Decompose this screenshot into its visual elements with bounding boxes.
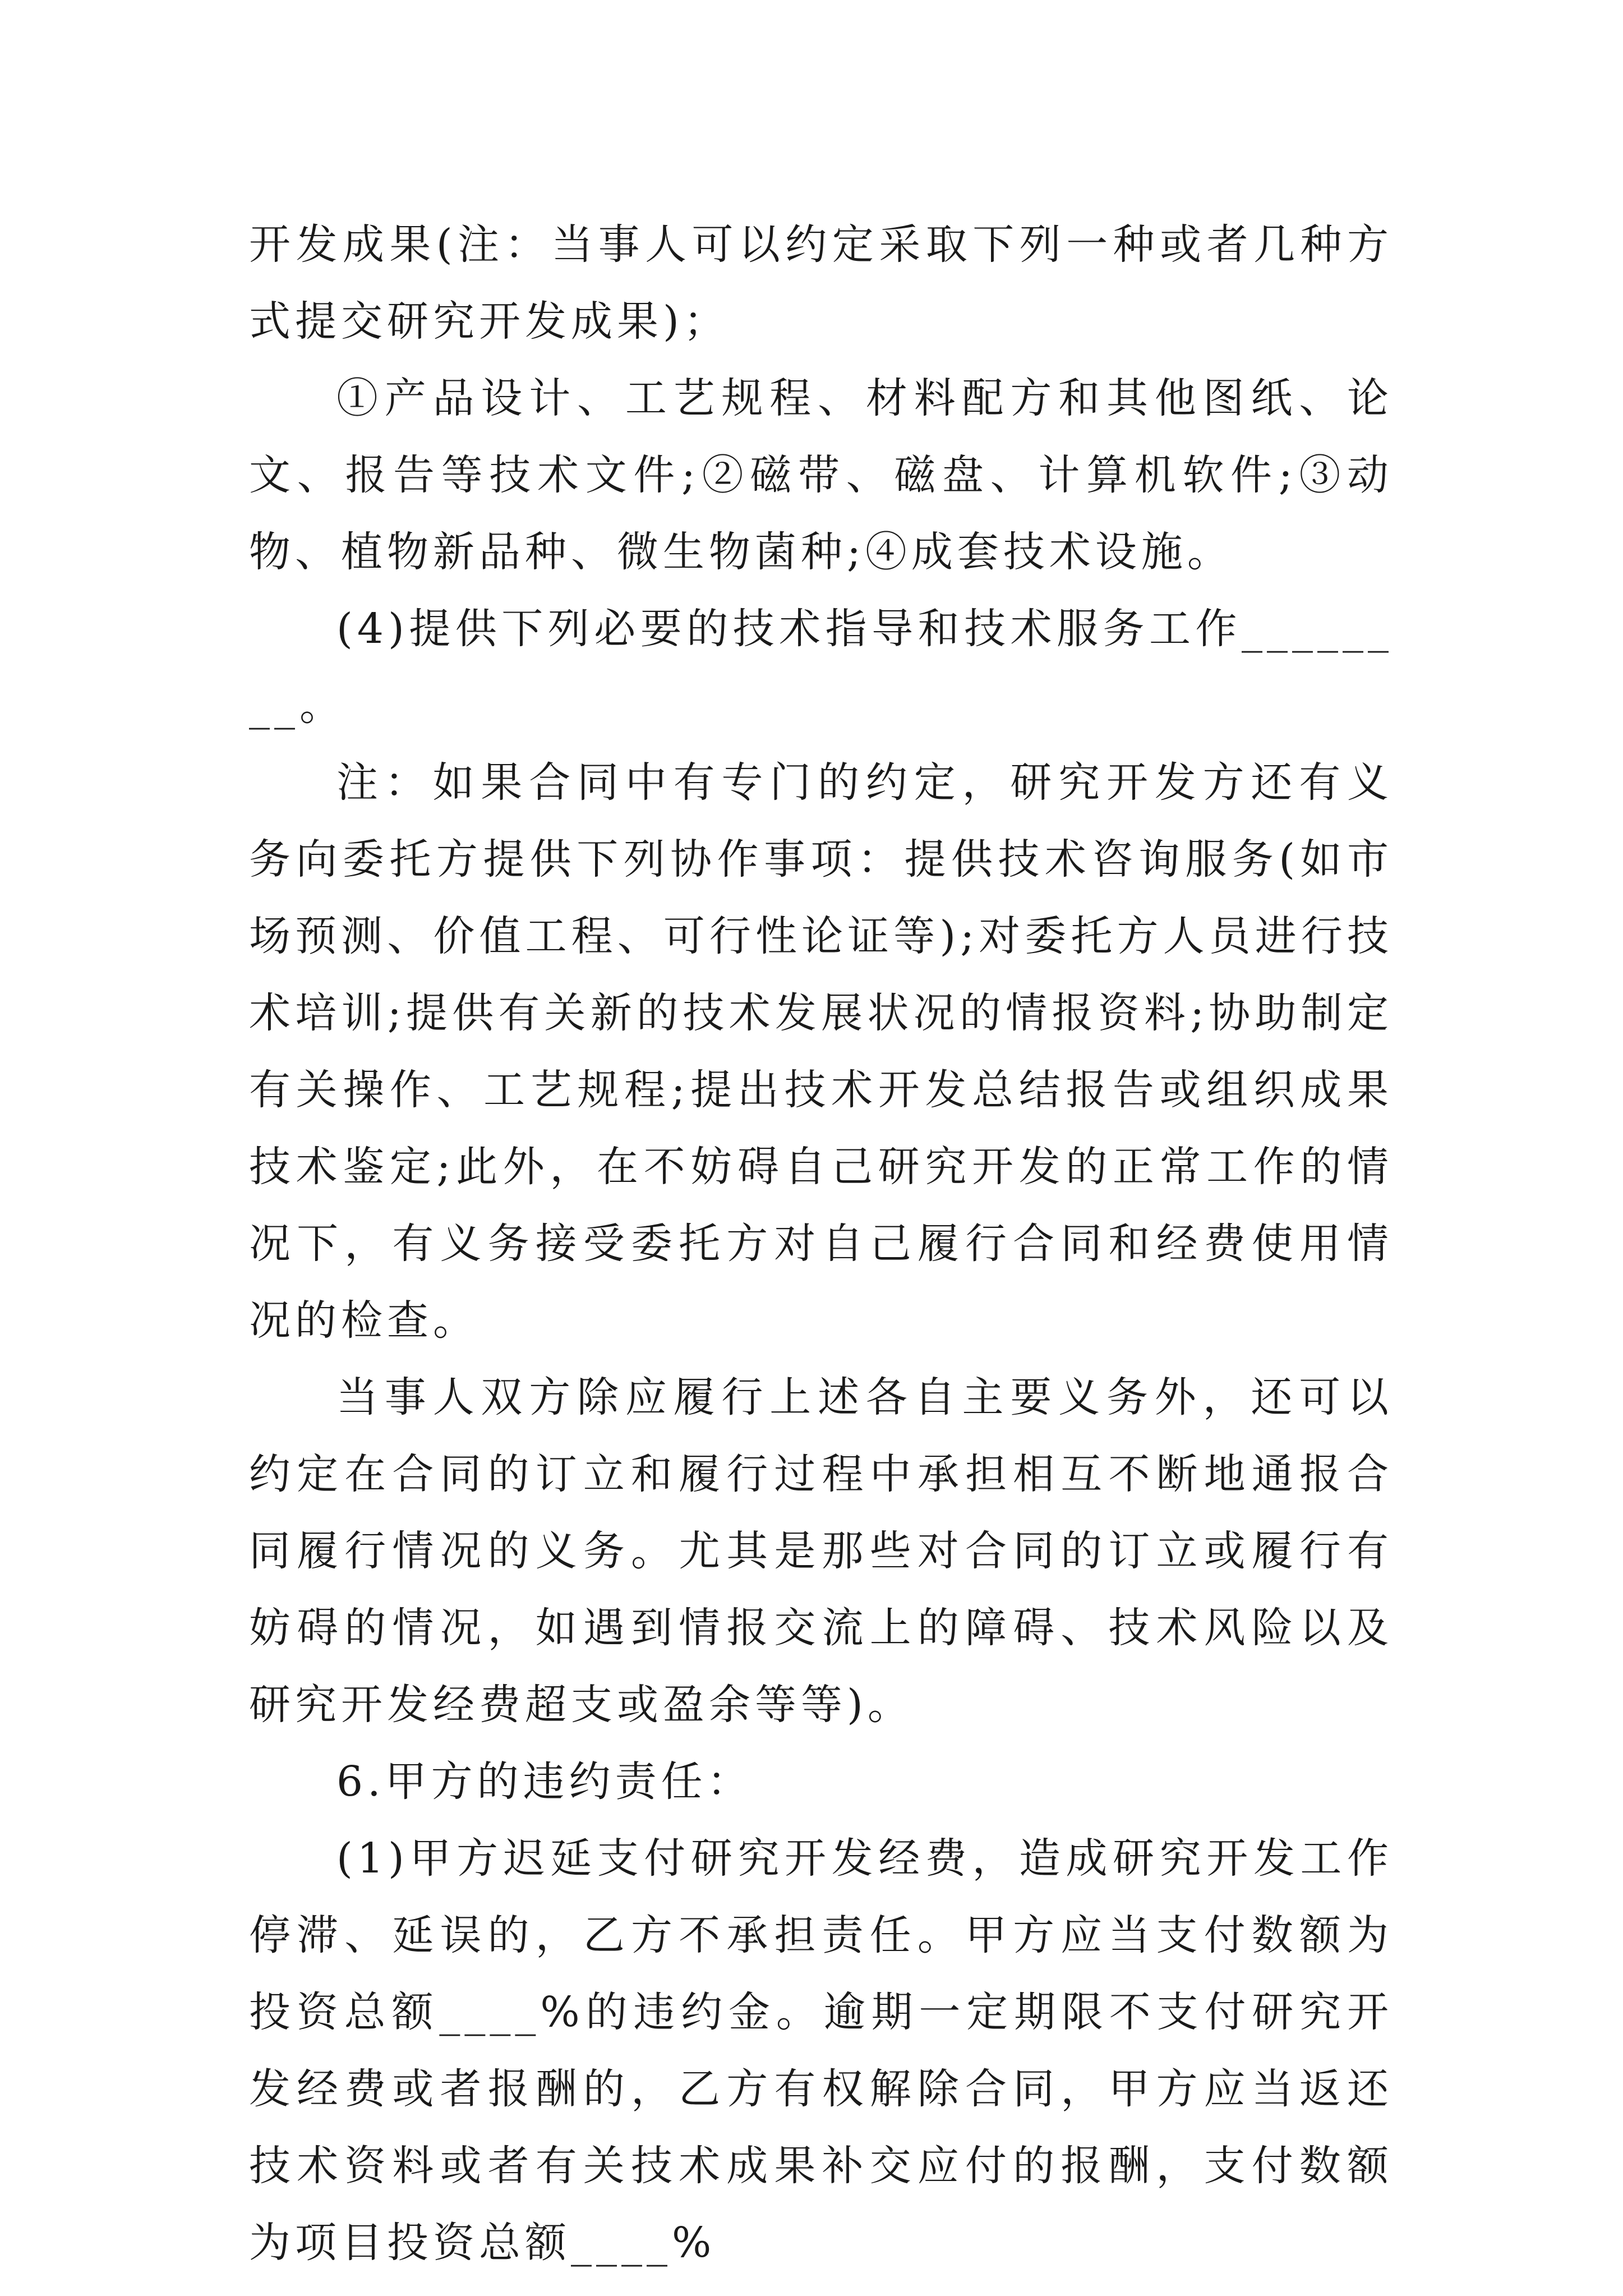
document-body: [249, 206, 1393, 2281]
paragraph-1: 开发成果(注：当事人可以约定采取下列一种或者几种方式提交研究开发成果)；: [249, 220, 1393, 346]
paragraph-3: (4)提供下列必要的技术指导和技术服务工作________。: [249, 605, 1393, 730]
paragraph-6: 6.甲方的违约责任：: [336, 1757, 753, 1806]
paragraph-2: ①产品设计、工艺规程、材料配方和其他图纸、论文、报告等技术文件;②磁带、磁盘、计算机软件;③动物、植物新品种、微生物菌种;④成套技术设施。: [249, 374, 1393, 576]
paragraph-7: (1)甲方迟延支付研究开发经费，造成研究开发工作停滞、延误的，乙方不承担责任。甲方应当支付数额为投资总额____%的违约金。逾期一定期限不支付研究开发经费或者报酬的，乙方有权解除合同，甲方应当返还技术资料或者有关技术成果补交应付的报酬，支付数额为项目投资总额____%: [249, 1834, 1393, 2267]
paragraph-4: 注：如果合同中有专门的约定，研究开发方还有义务向委托方提供下列协作事项：提供技术咨询服务(如市场预测、价值工程、可行性论证等);对委托方人员进行技术培训;提供有关新的技术发展状况的情报资料;协助制定有关操作、工艺规程;提出技术开发总结报告或组织成果技术鉴定;此外，在不妨碍自己研究开发的正常工作的情况下，有义务接受委托方对自己履行合同和经费使用情况的检查。: [249, 758, 1393, 1345]
paragraph-5: 当事人双方除应履行上述各自主要义务外，还可以约定在合同的订立和履行过程中承担相互不断地通报合同履行情况的义务。尤其是那些对合同的订立或履行有妨碍的情况，如遇到情报交流上的障碍、技术风险以及研究开发经费超支或盈余等等)。: [249, 1373, 1393, 1729]
